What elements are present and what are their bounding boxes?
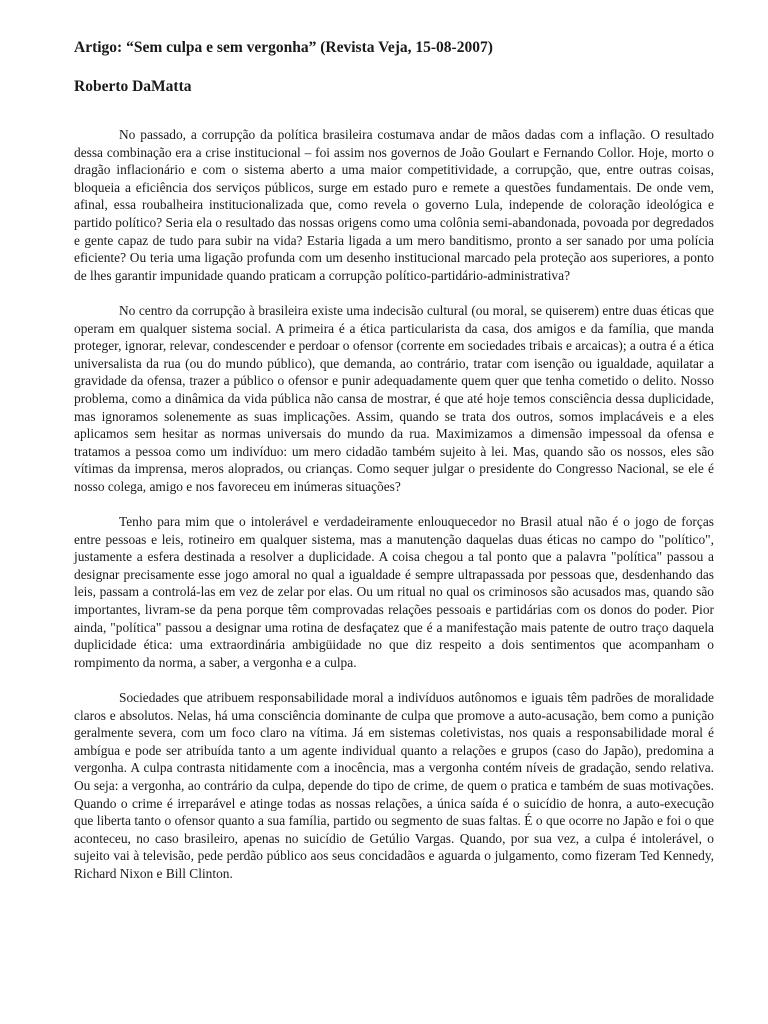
paragraph-3: Tenho para mim que o intolerável e verdadeiramente enlouquecedor no Brasil atual não é o jogo de forças entre pessoas e leis, rotineiro em qualquer sistema, mas a manutenção daquelas duas éticas no campo do "político", justamente a esfera destinada a resolver a duplicidade. A coisa chegou a tal ponto que a palavra "política" passou a designar precisamente esse jogo amoral no qual a igualdade é sempre ultrapassada por pessoas que, desdenhando das leis, passam a controlá-las em vez de zelar por elas. Ou um ritual no qual os criminosos são acusados mas, quando são importantes, livram-se da pena porque têm comprovadas relações pessoais e partidárias com os donos do poder. Pior ainda, "política" passou a designar uma rotina de desfaçatez que é a manifestação mais patente de outro traço daquela duplicidade ética: uma extraordinária ambigüidade no que diz respeito a dois sentimentos que acompanham o rompimento da norma, a saber, a vergonha e a culpa.	[74, 514, 714, 670]
paragraph-2: No centro da corrupção à brasileira existe uma indecisão cultural (ou moral, se quiserem) entre duas éticas que operam em qualquer sistema social. A primeira é a ética particularista da casa, dos amigos e da família, que manda proteger, ignorar, relevar, condescender e perdoar o ofensor (corrente em sociedades tribais e arcaicas); a outra é a ética universalista da rua (ou do mundo público), que demanda, ao contrário, tratar com isenção ou igualdade, aquilatar a gravidade da ofensa, trazer a público o ofensor e punir adequadamente quem quer que tenha cometido o delito. Nosso problema, como a dinâmica da vida pública não cansa de mostrar, é que até hoje temos consciência dessa duplicidade, mas ignoramos solenemente as suas implicações. Assim, quando se trata dos outros, somos implacáveis e a eles aplicamos sem hesitar as normas universais do mundo da rua. Maximizamos a dimensão impessoal da ofensa e tratamos a pessoa como um indivíduo: um mero cidadão também sujeito à lei. Mas, quando são os nossos, eles são vítimas da imprensa, meros aloprados, ou crianças. Como sequer julgar o presidente do Congresso Nacional, se ele é nosso colega, amigo e nos favoreceu em inúmeras situações?	[74, 302, 714, 494]
paragraph-1: No passado, a corrupção da política brasileira costumava andar de mãos dadas com a inflação. O resultado dessa combinação era a crise institucional – foi assim nos governos de João Goulart e Fernando Collor. Hoje, morto o dragão inflacionário e com o sistema aberto a uma maior competitividade, a corrupção, que, entre outras coisas, bloqueia a eficiência dos serviços públicos, surge em estado puro e remete a questões fundamentais. De onde vem, afinal, essa roubalheira institucionalizada que, como revela o governo Lula, independe de coloração ideológica e partido político? Seria ela o resultado das nossas origens como uma colônia semi-abandonada, povoada por degredados e gente capaz de tudo para subir na vida? Estaria ligada a um mero banditismo, pronto a ser sanado por uma polícia eficiente? Ou teria uma ligação profunda com um desenho institucional marcado pela proteção aos superiores, a ponto de lhes garantir impunidade quando praticam a corrupção político-partidário-administrativa?	[74, 127, 714, 283]
article-title: Artigo: “Sem culpa e sem vergonha” (Revista Veja, 15-08-2007)	[74, 39, 493, 56]
article-body	[74, 126, 714, 883]
author-name: Roberto DaMatta	[74, 78, 192, 95]
paragraph-4: Sociedades que atribuem responsabilidade moral a indivíduos autônomos e iguais têm padrões de moralidade claros e absolutos. Nelas, há uma consciência dominante de culpa que promove a auto-acusação, bem como a punição geralmente severa, com um foco claro na vítima. Já em sistemas coletivistas, nos quais a responsabilidade moral é ambígua e pode ser atribuída tanto a um agente individual quanto a relações e grupos (caso do Japão), predomina a vergonha. A culpa contrasta nitidamente com a inocência, mas a vergonha contém níveis de gradação, sendo relativa. Ou seja: a vergonha, ao contrário da culpa, depende do tipo de crime, de quem o pratica e também de suas motivações. Quando o crime é irreparável e atinge todas as nossas relações, a única saída é o suicídio de honra, a auto-execução que liberta tanto o ofensor quanto a sua família, partido ou segmento de suas faltas. É o que ocorre no Japão e foi o que aconteceu, no caso brasileiro, apenas no suicídio de Getúlio Vargas. Quando, por sua vez, a culpa é intolerável, o sujeito vai à televisão, pede perdão público aos seus concidadãos e aguarda o julgamento, como fizeram Ted Kennedy, Richard Nixon e Bill Clinton.	[74, 690, 714, 881]
document-page	[74, 38, 714, 900]
